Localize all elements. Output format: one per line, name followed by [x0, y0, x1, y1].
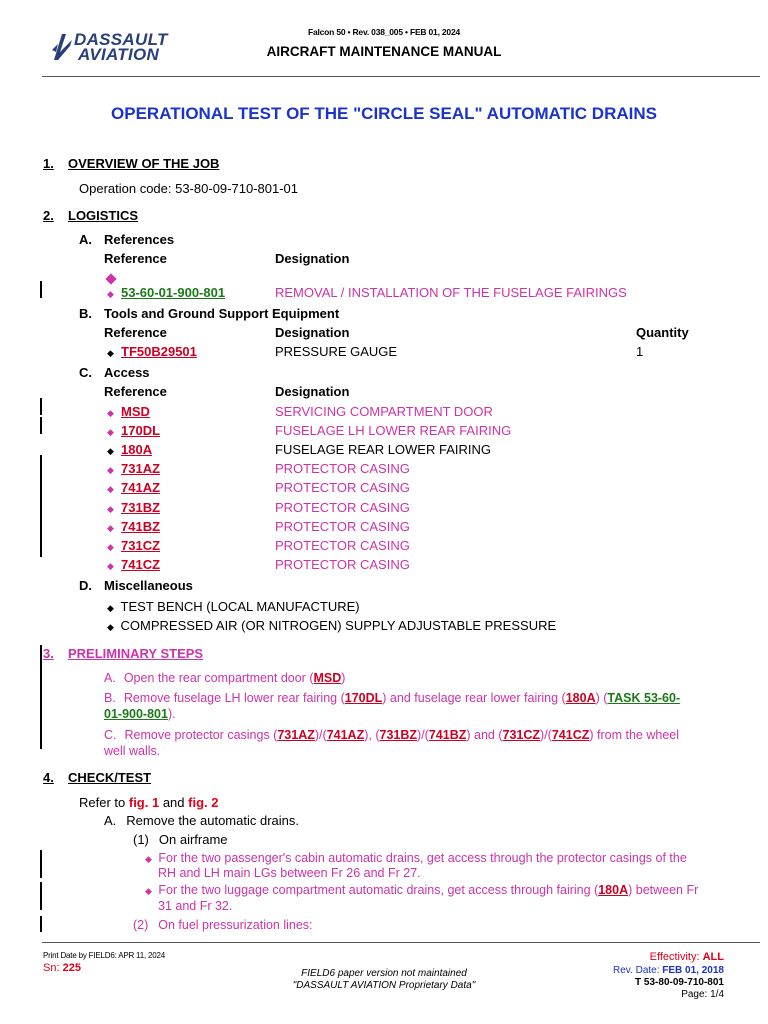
bullet-icon: ◆: [107, 504, 114, 514]
revdate-label: Rev. Date:: [613, 965, 663, 976]
footer-rule: [42, 942, 760, 943]
refer-to-figures: [79, 795, 218, 811]
section-1-heading: OVERVIEW OF THE JOB: [68, 156, 220, 171]
170dl-link[interactable]: 170DL: [344, 691, 383, 705]
180a-link[interactable]: 180A: [565, 691, 596, 705]
revision-line: Falcon 50 • Rev. 038_005 • FEB 01, 2024: [307, 27, 461, 37]
bullet-text: ) between Fr: [628, 883, 699, 897]
rev-date: [613, 965, 724, 976]
page-title: OPERATIONAL TEST OF THE "CIRCLE SEAL" AUTOMATIC DRAINS: [111, 104, 657, 123]
step-letter: A.: [104, 813, 117, 828]
tool-quantity: 1: [636, 344, 644, 359]
bullet-icon: ◆: [107, 484, 114, 494]
bullet-text: For the two passenger's cabin automatic drains, get access through the protector casings of the: [158, 851, 687, 865]
access-link[interactable]: MSD: [121, 404, 150, 419]
access-link[interactable]: 741CZ: [121, 557, 161, 572]
refs-label: References: [104, 232, 175, 247]
revision-bar: [40, 882, 42, 910]
table-row: [107, 500, 727, 517]
bullet-icon: ◆: [107, 622, 114, 632]
step-text: Remove the automatic drains.: [126, 813, 299, 828]
table-row: [107, 404, 727, 421]
access-designation: PROTECTOR CASING: [275, 557, 410, 572]
list-item: [145, 882, 698, 899]
access-link[interactable]: 741AZ: [121, 480, 161, 495]
revdate-value: FEB 01, 2018: [662, 965, 724, 976]
fig2-link[interactable]: fig. 2: [188, 795, 219, 810]
access-designation: PROTECTOR CASING: [275, 500, 410, 515]
step-text: ) from the wheel: [589, 728, 680, 742]
substep-number: (1): [133, 832, 149, 847]
step-text: Remove protector casings (: [124, 728, 278, 742]
table-row: [107, 557, 727, 574]
table-row: [107, 285, 727, 302]
access-designation: SERVICING COMPARTMENT DOOR: [275, 404, 493, 419]
bullet-icon: ◆: [145, 854, 152, 864]
bullet-icon: ◆: [107, 523, 114, 533]
table-row: [107, 442, 727, 459]
table-row: [107, 344, 727, 361]
casing-link[interactable]: 731BZ: [379, 728, 418, 742]
access-designation: PROTECTOR CASING: [275, 519, 410, 534]
bullet-text: For the two luggage compartment automatic drains, get access through fairing (: [158, 883, 599, 897]
step-text: ), (: [364, 728, 380, 742]
tools-col-reference: Reference: [104, 325, 167, 340]
tools-col-quantity: Quantity: [636, 325, 689, 340]
bullet-icon: ◆: [107, 348, 114, 358]
manual-title: AIRCRAFT MAINTENANCE MANUAL: [266, 44, 502, 59]
bullet-icon: ◆: [107, 408, 114, 418]
misc-letter: D.: [79, 578, 92, 593]
substep-number: (2): [133, 918, 149, 932]
refs-letter: A.: [79, 232, 92, 247]
effectivity-value: ALL: [702, 951, 724, 963]
tool-link[interactable]: TF50B29501: [121, 344, 197, 359]
revision-bar: [40, 850, 42, 878]
ref-link[interactable]: 53-60-01-900-801: [121, 285, 226, 300]
step-text: ).: [167, 707, 176, 721]
step-letter: A.: [104, 671, 116, 685]
table-row: [107, 461, 727, 478]
substep-text: On airframe: [158, 832, 228, 847]
step-text: )/(: [314, 728, 327, 742]
page-number: Page: 1/4: [681, 989, 724, 1000]
header-rule: [42, 76, 760, 77]
revision-bar: [40, 455, 42, 557]
access-link[interactable]: 731BZ: [121, 500, 161, 515]
print-date: Print Date by FIELD6: APR 11, 2024: [43, 951, 166, 960]
access-link[interactable]: 170DL: [121, 423, 161, 438]
section-3-number: 3.: [43, 646, 54, 661]
paper-notice: FIELD6 paper version not maintained: [301, 968, 467, 979]
operation-code: Operation code: 53-80-09-710-801-01: [79, 181, 298, 196]
substep-text: On fuel pressurization lines:: [158, 918, 313, 932]
list-item: [107, 599, 360, 616]
refer-text: Refer to: [79, 795, 129, 810]
access-link[interactable]: 731AZ: [121, 461, 161, 476]
step-letter: B.: [104, 691, 116, 705]
prelim-step-b: [104, 690, 724, 706]
bullet-icon: ◆: [107, 603, 114, 613]
substep-2: [133, 917, 313, 933]
section-4-heading: CHECK/TEST: [68, 770, 152, 785]
180a-link[interactable]: 180A: [598, 883, 629, 897]
prelim-step-c: [104, 727, 744, 743]
access-col-reference: Reference: [104, 384, 167, 399]
casing-link[interactable]: 731AZ: [277, 728, 315, 742]
refs-col-designation: Designation: [275, 251, 350, 266]
access-letter: C.: [79, 365, 92, 380]
misc-item: TEST BENCH (LOCAL MANUFACTURE): [120, 599, 360, 614]
bullet-icon: ◆: [107, 427, 114, 437]
step-text: ): [341, 671, 346, 685]
casing-link[interactable]: 741CZ: [551, 728, 590, 742]
substep-1: [133, 832, 228, 848]
step-text: ) and fuselage rear lower fairing (: [382, 691, 566, 705]
section-3-heading: PRELIMINARY STEPS: [68, 646, 204, 661]
revision-bar: [40, 645, 42, 749]
step-text: )/(: [417, 728, 429, 742]
prelim-step-c-line2: well walls.: [104, 744, 161, 758]
access-label: Access: [104, 365, 150, 380]
bullet-icon: ◆: [107, 289, 114, 299]
casing-link[interactable]: 741BZ: [428, 728, 467, 742]
access-link[interactable]: 180A: [121, 442, 153, 457]
proprietary-notice: "DASSAULT AVIATION Proprietary Data": [292, 980, 476, 991]
bullet-icon: ◆: [145, 886, 152, 896]
casing-link[interactable]: 741AZ: [326, 728, 365, 742]
task-link-part2[interactable]: 01-900-801: [104, 707, 168, 721]
step-letter: C.: [104, 728, 117, 742]
sn-value: 225: [62, 962, 81, 974]
access-designation: FUSELAGE REAR LOWER FAIRING: [275, 442, 491, 457]
list-item: [107, 618, 556, 635]
task-id: T 53-80-09-710-801: [635, 977, 724, 988]
step-text: )/(: [540, 728, 552, 742]
access-designation: FUSELAGE LH LOWER REAR FAIRING: [275, 423, 512, 438]
bullet-icon: ◆: [107, 542, 114, 552]
section-2-number: 2.: [43, 208, 54, 223]
access-designation: PROTECTOR CASING: [275, 480, 410, 495]
step-text: ) (: [595, 691, 608, 705]
access-col-designation: Designation: [275, 384, 350, 399]
ref-designation: REMOVAL / INSTALLATION OF THE FUSELAGE FAIRINGS: [275, 285, 627, 300]
fig1-link[interactable]: fig. 1: [128, 795, 160, 810]
effectivity: [650, 951, 724, 963]
check-step-a: [104, 813, 299, 829]
step-text: ) and (: [466, 728, 503, 742]
bullet-icon: ◆: [107, 465, 114, 475]
bullet-text-line2: RH and LH main LGs between Fr 26 and Fr 27.: [158, 866, 421, 880]
misc-label: Miscellaneous: [104, 578, 193, 593]
refer-text: and: [159, 795, 189, 810]
bullet-text-line2: 31 and Fr 32.: [158, 899, 233, 913]
tools-label: Tools and Ground Support Equipment: [104, 306, 340, 321]
access-link[interactable]: 741BZ: [121, 519, 161, 534]
refs-col-reference: Reference: [104, 251, 167, 266]
step-text: Open the rear compartment door (: [123, 671, 314, 685]
msd-link[interactable]: MSD: [313, 671, 342, 685]
section-1-number: 1.: [43, 156, 54, 171]
bullet-icon: ◆: [107, 446, 114, 456]
effectivity-label: Effectivity:: [649, 951, 703, 963]
tools-letter: B.: [79, 306, 92, 321]
prelim-step-a: [104, 670, 345, 686]
prelim-step-b-line2: [104, 706, 176, 722]
table-row: [107, 480, 727, 497]
brand-line1: DASSAULT: [74, 30, 168, 49]
casing-link[interactable]: 731CZ: [502, 728, 541, 742]
table-row: [107, 423, 727, 440]
revision-bar: [40, 916, 42, 932]
brand-line2: AVIATION: [78, 45, 160, 64]
step-text: Remove fuselage LH lower rear fairing (: [123, 691, 345, 705]
revision-bar: [40, 281, 42, 298]
bullet-icon: ◆: [107, 561, 114, 571]
section-4-number: 4.: [43, 770, 54, 785]
tools-col-designation: Designation: [275, 325, 350, 340]
access-designation: PROTECTOR CASING: [275, 538, 410, 553]
task-link-part1[interactable]: TASK 53-60-: [607, 691, 681, 705]
section-2-heading: LOGISTICS: [68, 208, 139, 223]
tool-designation: PRESSURE GAUGE: [275, 344, 398, 359]
table-row: [107, 519, 727, 536]
revision-bar: [40, 417, 42, 434]
revision-bar: [40, 398, 42, 415]
access-link[interactable]: 731CZ: [121, 538, 161, 553]
table-row: [107, 538, 727, 555]
sn-label: Sn:: [43, 962, 63, 974]
misc-item: COMPRESSED AIR (OR NITROGEN) SUPPLY ADJUSTABLE PRESSURE: [120, 618, 557, 633]
access-designation: PROTECTOR CASING: [275, 461, 410, 476]
